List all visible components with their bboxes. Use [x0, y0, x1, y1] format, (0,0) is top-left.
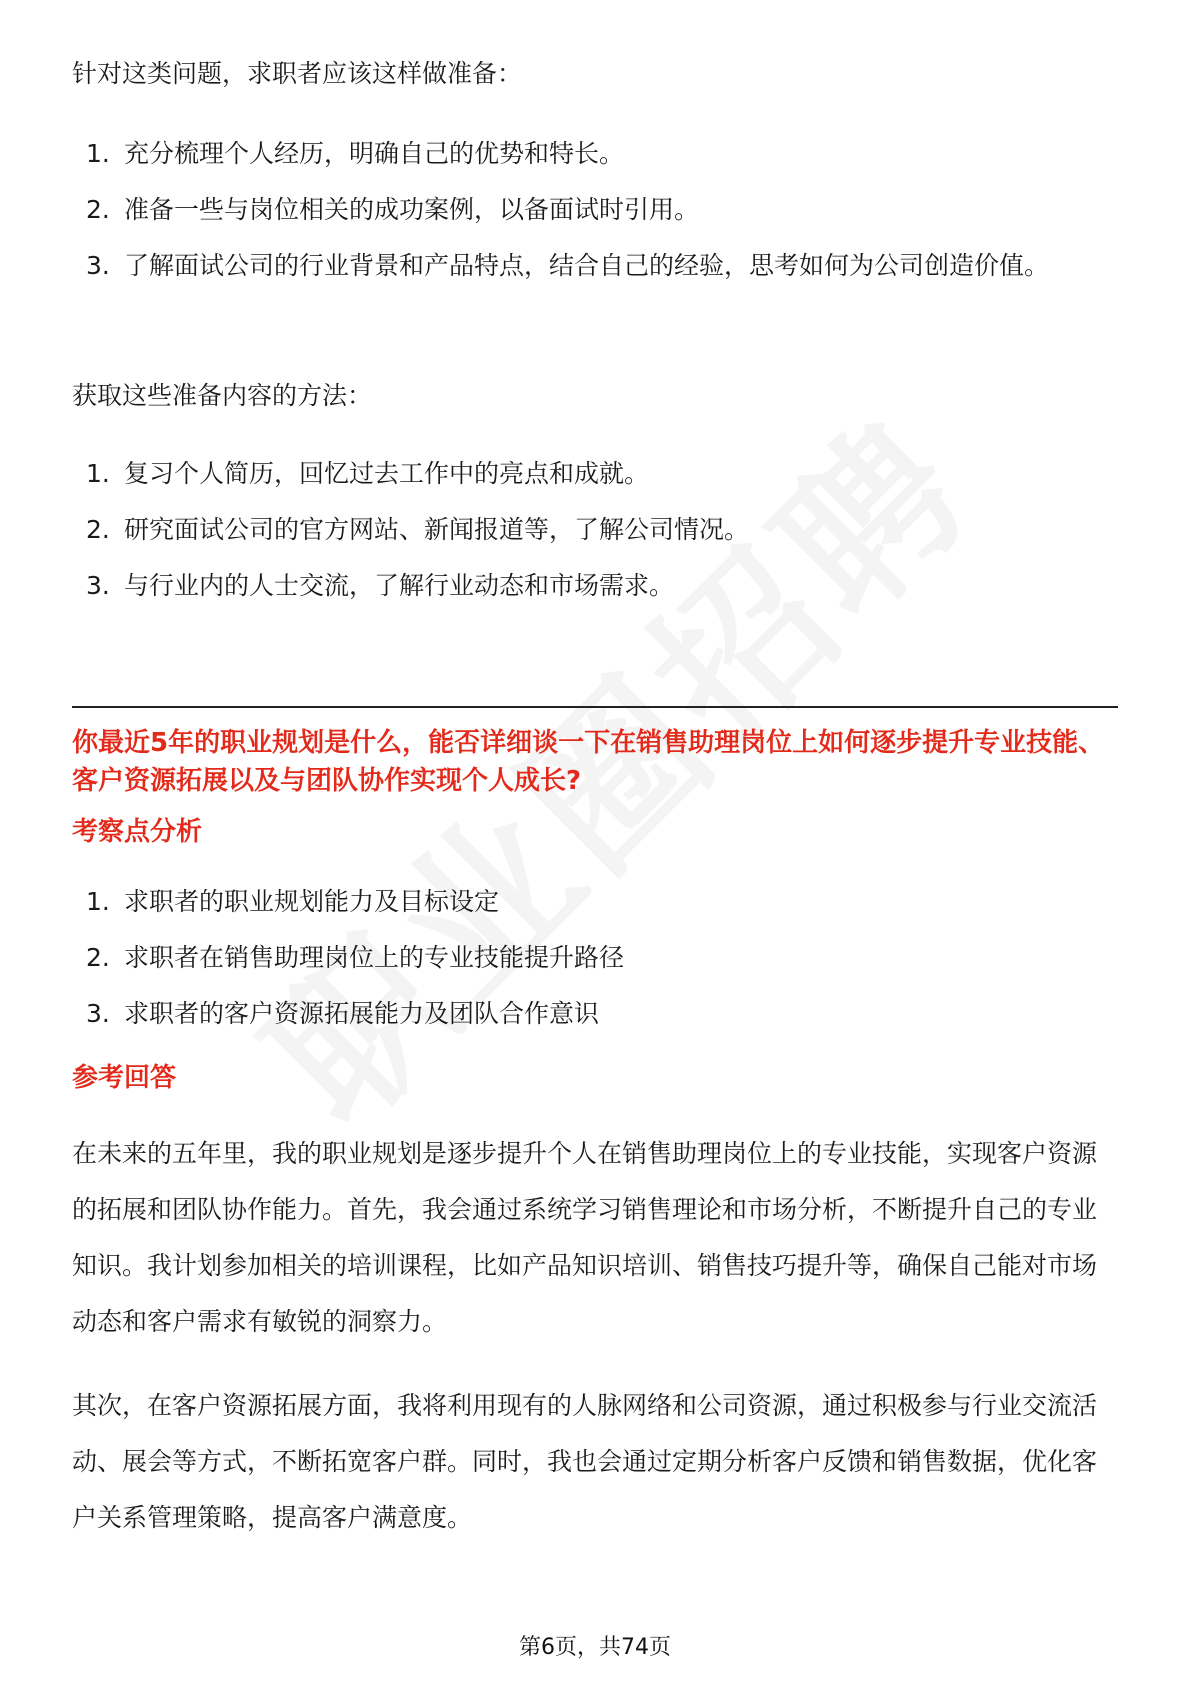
- methods-intro: 获取这些准备内容的方法：: [72, 381, 373, 410]
- list-item: 1. 充分梳理个人经历，明确自己的优势和特长。: [86, 139, 625, 168]
- analysis-list: [72, 874, 1118, 1042]
- list-item: 1. 求职者的职业规划能力及目标设定: [86, 887, 500, 916]
- page-number: 第6页，共74页: [519, 1635, 671, 1660]
- intro-paragraph: 针对这类问题，求职者应该这样做准备：: [72, 59, 523, 88]
- section-divider: [72, 706, 1118, 708]
- list-item: 2. 研究面试公司的官方网站、新闻报道等，了解公司情况。: [86, 515, 750, 544]
- list-item: 3. 与行业内的人士交流，了解行业动态和市场需求。: [86, 571, 675, 600]
- answer-paragraph-2: 其次，在客户资源拓展方面，我将利用现有的人脉网络和公司资源，通过积极参与行业交流活动、展会等方式，不断拓宽客户群。同时，我也会通过定期分析客户反馈和销售数据，优化客户关系管理策略，提高客户满意度。: [72, 1391, 1098, 1532]
- answer-paragraph-1: 在未来的五年里，我的职业规划是逐步提升个人在销售助理岗位上的专业技能，实现客户资源的拓展和团队协作能力。首先，我会通过系统学习销售理论和市场分析，不断提升自己的专业知识。我计划参加相关的培训课程，比如产品知识培训、销售技巧提升等，确保自己能对市场动态和客户需求有敏锐的洞察力。: [72, 1139, 1098, 1336]
- answer-heading: 参考回答: [72, 1063, 177, 1093]
- methods-list: [72, 446, 1118, 614]
- list-item: 1. 复习个人简历，回忆过去工作中的亮点和成就。: [86, 459, 650, 488]
- list-item: 3. 求职者的客户资源拓展能力及团队合作意识: [86, 999, 600, 1028]
- analysis-heading: 考察点分析: [72, 817, 203, 847]
- list-item: 2. 准备一些与岗位相关的成功案例，以备面试时引用。: [86, 195, 700, 224]
- question-title: 你最近5年的职业规划是什么，能否详细谈一下在销售助理岗位上如何逐步提升专业技能、客户资源拓展以及与团队协作实现个人成长?: [72, 728, 1105, 796]
- preparation-list: [72, 126, 1118, 294]
- list-item: 2. 求职者在销售助理岗位上的专业技能提升路径: [86, 943, 625, 972]
- list-item: 3. 了解面试公司的行业背景和产品特点，结合自己的经验，思考如何为公司创造价值。: [86, 251, 1050, 280]
